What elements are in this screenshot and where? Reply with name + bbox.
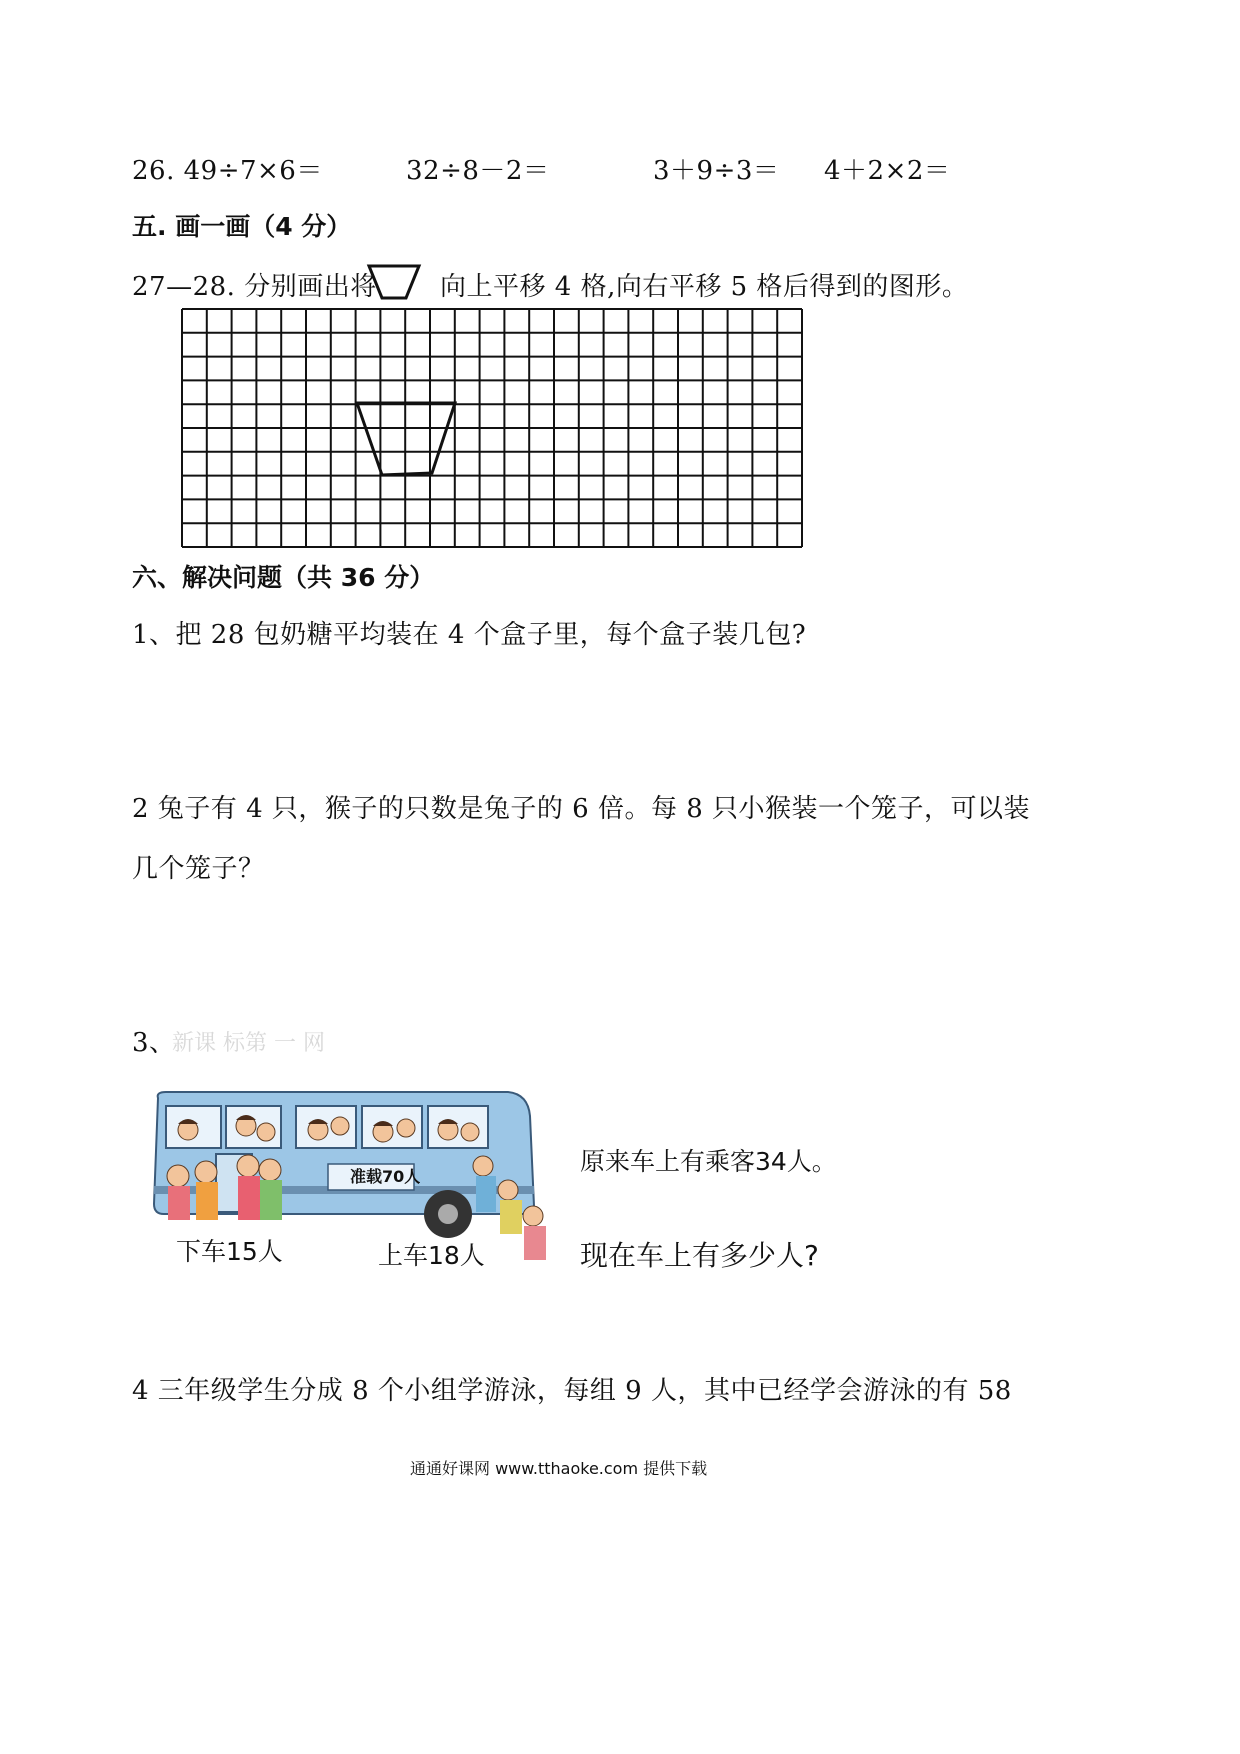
footer: 通通好课网 www.tthaoke.com 提供下载	[410, 1459, 708, 1478]
expr-26d: 4＋2×2＝	[824, 156, 951, 186]
bus-on-label: 上车18人	[378, 1241, 485, 1270]
expr-26a: 26. 49÷7×6＝	[132, 156, 323, 186]
expr-26b: 32÷8－2＝	[406, 156, 550, 186]
question-4: 4 三年级学生分成 8 个小组学游泳，每组 9 人，其中已经学会游泳的有 58	[132, 1376, 1012, 1406]
bus-sign: 准载70人	[350, 1167, 421, 1186]
bus-off-label: 下车15人	[176, 1237, 283, 1266]
question-27-suffix: 向上平移 4 格,向右平移 5 格后得到的图形。	[440, 272, 969, 302]
question-1: 1、把 28 包奶糖平均装在 4 个盒子里，每个盒子装几包?	[132, 620, 807, 650]
drawing-grid	[180, 307, 806, 551]
trapezoid-icon	[366, 262, 422, 302]
watermark-text: 新课 标第 一 网	[172, 1031, 325, 1056]
expr-26c: 3＋9÷3＝	[653, 156, 780, 186]
section-5-title: 五. 画一画（4 分）	[132, 212, 352, 241]
bus-illustration	[148, 1086, 858, 1286]
question-27-prefix: 27—28. 分别画出将	[132, 272, 377, 302]
bus-text-1: 原来车上有乘客34人。	[580, 1147, 837, 1176]
question-3-number: 3、	[132, 1028, 176, 1058]
question-2-line1: 2 兔子有 4 只，猴子的只数是兔子的 6 倍。每 8 只小猴装一个笼子，可以装	[132, 794, 1031, 824]
section-6-title: 六、解决问题（共 36 分）	[132, 563, 435, 592]
question-2-line2: 几个笼子？	[132, 854, 265, 884]
bus-text-2: 现在车上有多少人?	[580, 1239, 819, 1272]
